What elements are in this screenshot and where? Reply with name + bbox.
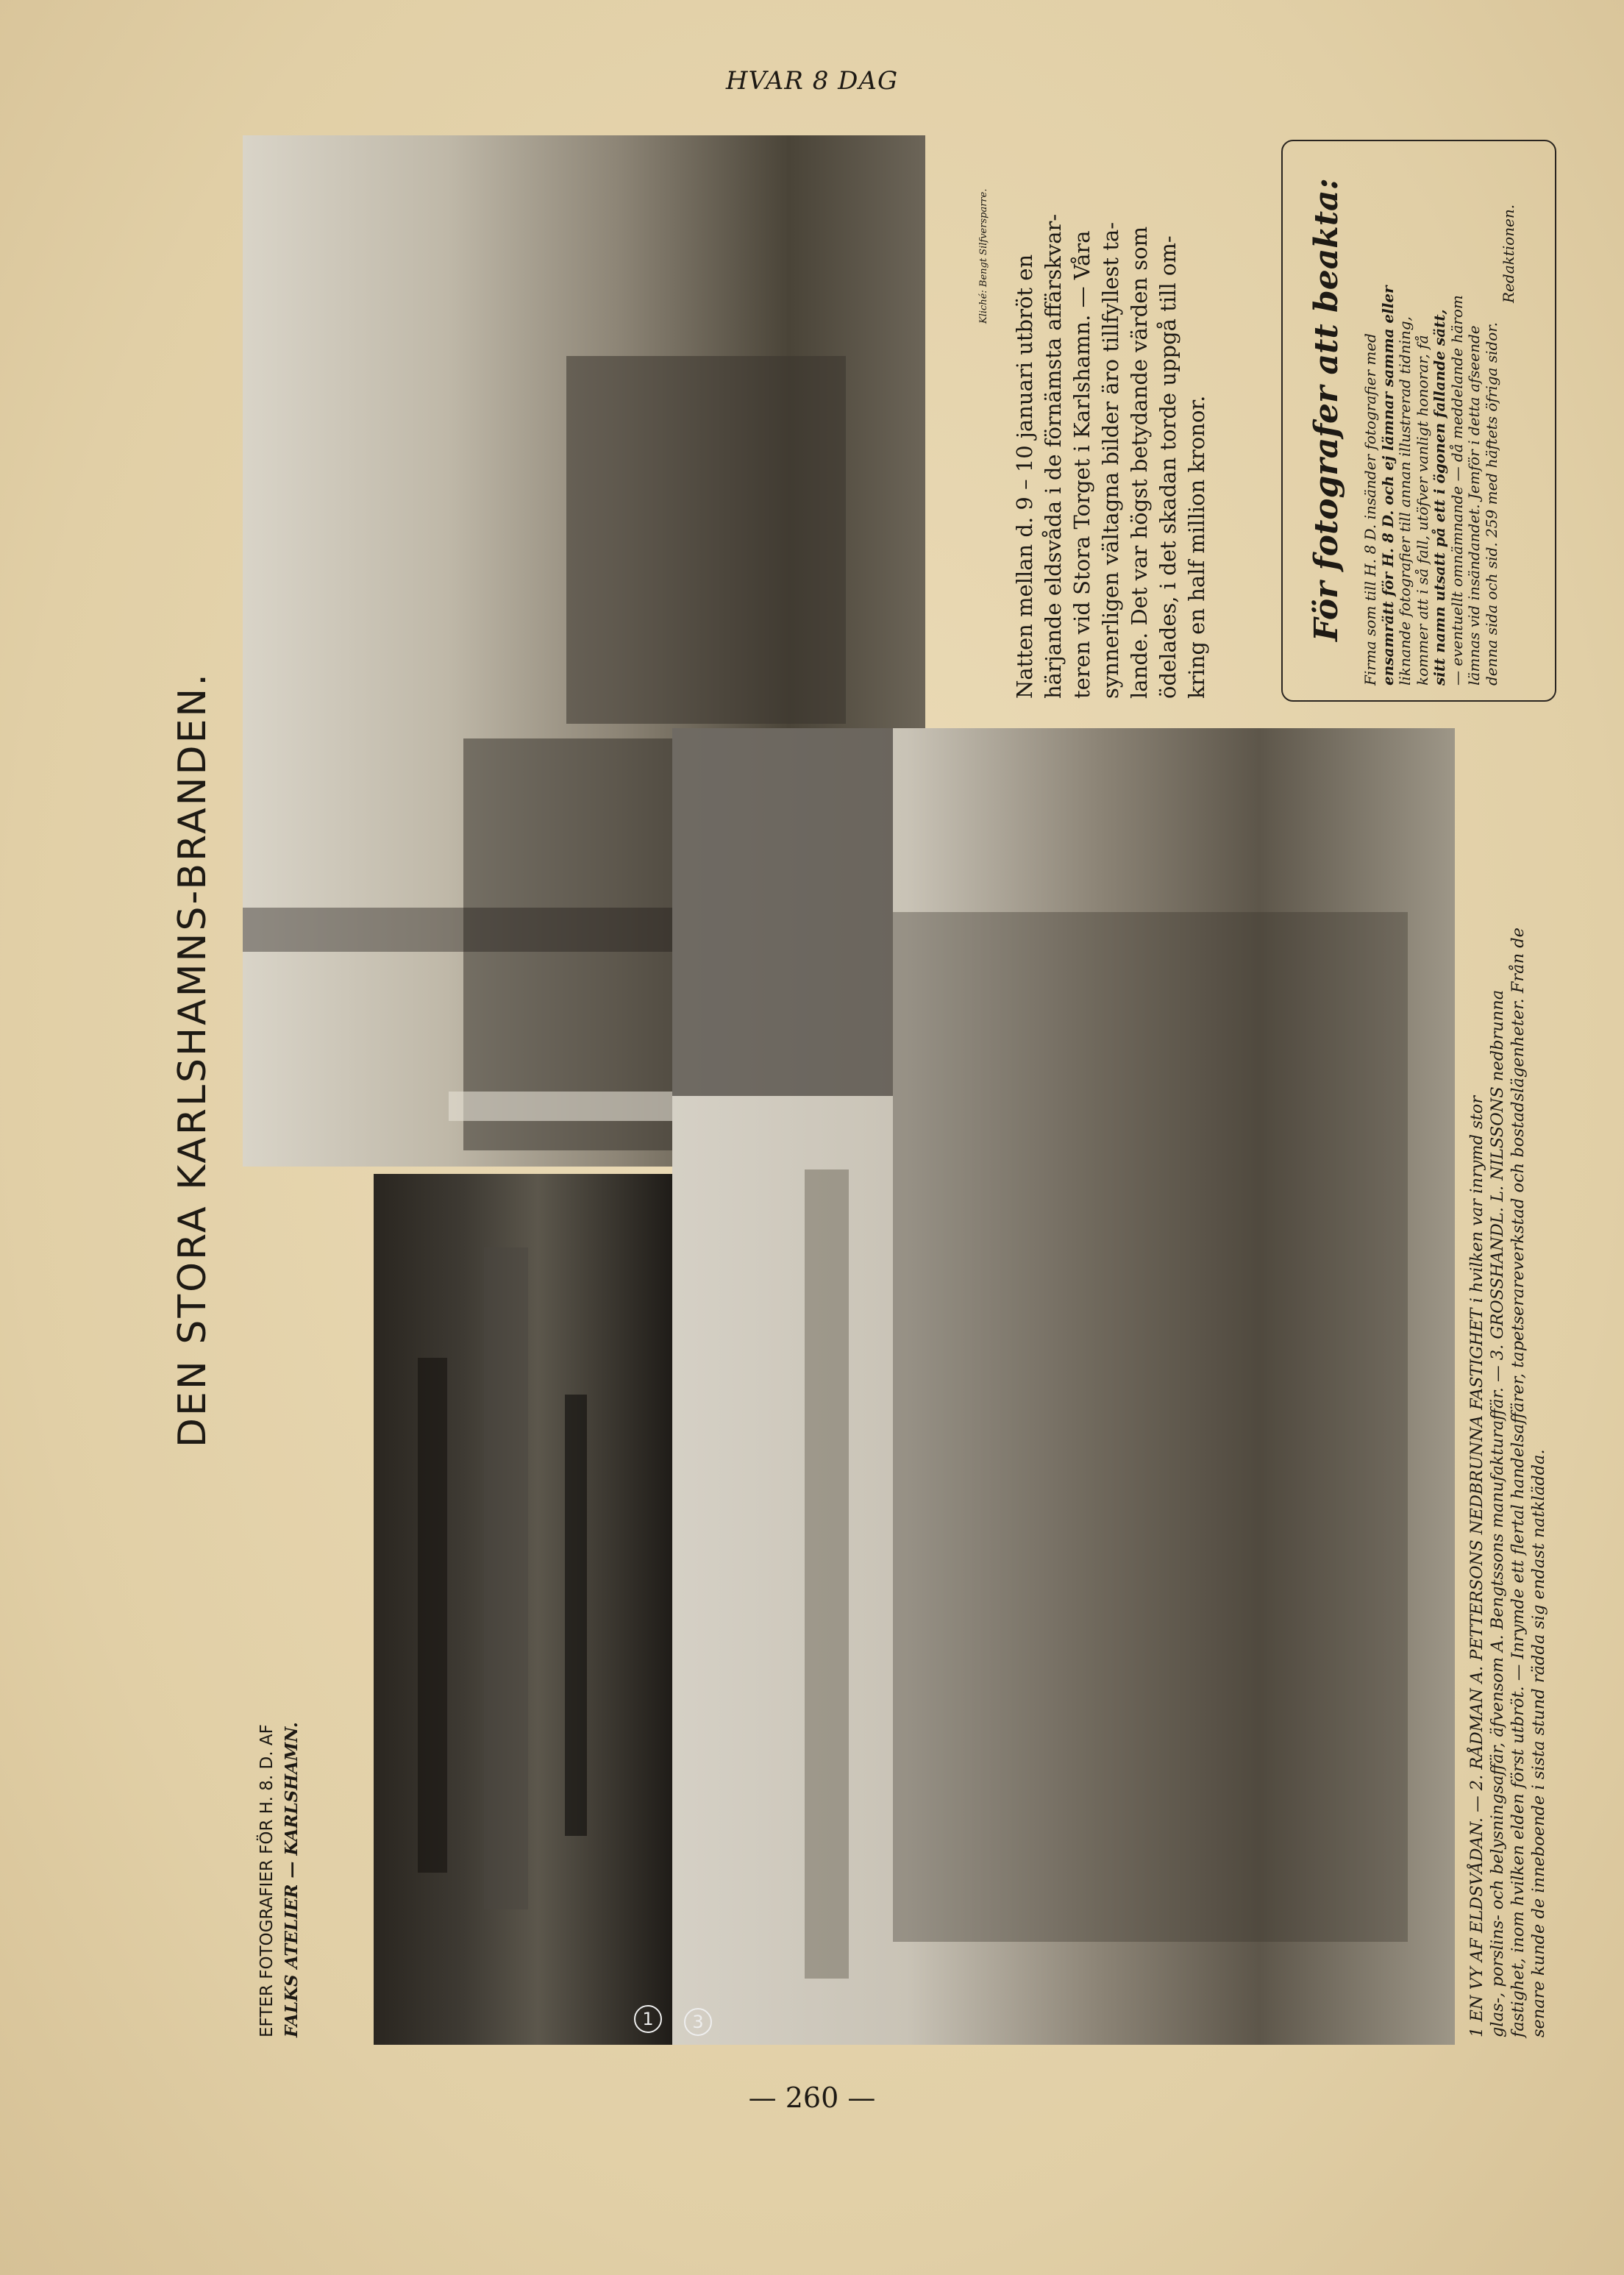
photo-3-number: 3: [684, 2008, 712, 2036]
photo-credit-line-2: FALKS ATELIER — KARLSHAMN.: [282, 1722, 302, 2037]
caption-line-3: fastighet, inom hvilken elden först utbröt. — Inrymde ett flertal handelsaffärer, tapetserareverkstad och bostadslägenheter. Från de: [1509, 928, 1528, 2037]
notice-text: [1362, 204, 1518, 686]
notice-signature: Redaktionen.: [1500, 204, 1517, 303]
article-body: [1011, 140, 1211, 699]
article-line-3: teren vid Stora Torget i Karlshamn. — Våra: [1069, 230, 1094, 699]
article-line-1: Natten mellan d. 9 – 10 januari utbröt en: [1012, 254, 1037, 699]
photo-1: [374, 1174, 672, 2045]
notice-line-2: ensamrätt för H. 8 D. och ej lämnar samma eller: [1378, 285, 1397, 686]
article-line-6: ödelades, i det skadan torde uppgå till om-: [1155, 235, 1180, 699]
page-number: — 260 —: [748, 2082, 876, 2114]
photo-3-image: [672, 728, 1455, 2045]
photo-1-image: [374, 1174, 672, 2045]
article-line-5: lande. Det var högst betydande värden som: [1127, 226, 1152, 699]
notice-line-5: sitt namn utsatt på ett i ögonen fallande sätt,: [1431, 309, 1448, 686]
article-title: DEN STORA KARLSHAMNS-BRANDEN.: [171, 672, 215, 1448]
notice-line-7: lämnas vid insändandet. Jemför i detta afseende: [1465, 325, 1483, 686]
notice-line-1: Firma som till H. 8 D. insänder fotografier med: [1361, 333, 1379, 686]
page-header: HVAR 8 DAG: [725, 66, 899, 96]
notice-line-3: liknande fotografier till annan illustrerad tidning,: [1396, 316, 1414, 686]
notice-line-8: denna sida och sid. 259 med häftets öfriga sidor.: [1482, 321, 1500, 686]
article-line-7: kring en half million kronor.: [1184, 395, 1209, 699]
notice-line-6: — eventuellt omnämnande — då meddelande härom: [1447, 295, 1466, 686]
photo-1-number: 1: [634, 2005, 662, 2033]
notice-heading: För fotografer att beakta:: [1308, 178, 1345, 641]
caption-line-1: 1 EN VY AF ELDSVÅDAN. — 2. RÅDMAN A. PETTERSONS NEDBRUNNA FASTIGHET i hvilken var inrymd stor: [1467, 1095, 1486, 2037]
photo-credit-line-1: EFTER FOTOGRAFIER FÖR H. 8. D. AF: [257, 1724, 277, 2037]
caption-line-2: glas-, porslins- och belysningsaffär, äfvensom A. Bengtssons manufakturaffär. — 3. GROSSHANDL. L. NILSSONS nedbrunna: [1488, 989, 1507, 2037]
photo-caption: [1467, 724, 1549, 2037]
photo-credit: [254, 1722, 304, 2037]
article-line-2: härjande eldsvåda i de förnämsta affärskvar-: [1041, 213, 1066, 699]
notice-box: [1281, 140, 1556, 702]
article-line-4: synnerligen vältagna bilder äro tillfyllest ta-: [1098, 221, 1123, 699]
photo-3: [672, 728, 1455, 2045]
notice-line-4: kommer att i så fall, utöfver vanligt honorar, få: [1413, 335, 1431, 686]
caption-line-4: senare kunde de inneboende i sista stund rädda sig endast natkläddа.: [1529, 1449, 1548, 2037]
kliche-credit: Kliché: Bengt Silfversparre.: [978, 188, 989, 324]
